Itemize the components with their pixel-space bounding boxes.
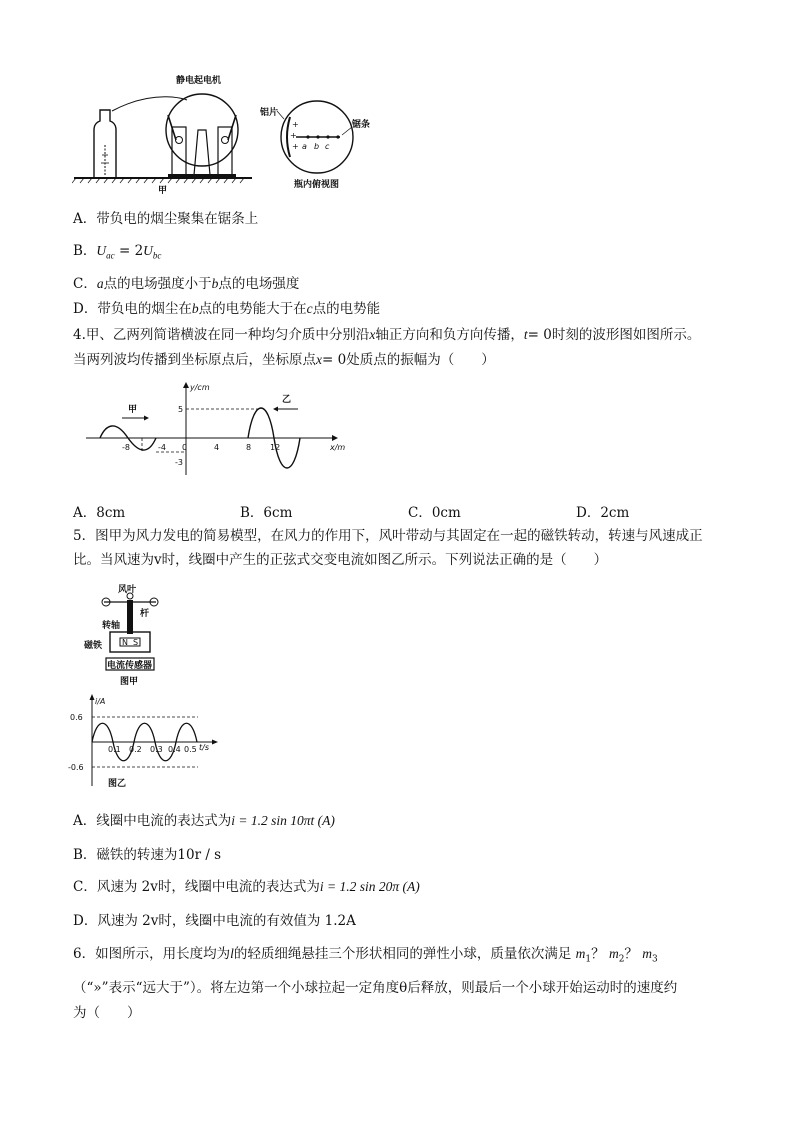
wave-jia — [100, 412, 156, 460]
figure-q5-jia — [82, 582, 172, 692]
q4-tick-x-8: 8 — [246, 443, 252, 452]
q5-caption-jia: 图甲 — [120, 677, 139, 687]
figure-q3-electrostatic — [72, 75, 392, 195]
label-point-c: c — [325, 142, 330, 151]
svg-text:+: + — [292, 120, 299, 129]
q5-tick-x-03: 0.3 — [150, 745, 163, 754]
q5-label-rod: 杆 — [140, 609, 150, 619]
q4-tick-x-0: 0 — [182, 443, 188, 452]
q4-label-yi: 乙 — [282, 395, 292, 405]
q5-tick-x-04: 0.4 — [168, 745, 181, 754]
q4-option-c: C．0cm — [408, 505, 461, 521]
q4-label-jia: 甲 — [128, 405, 138, 415]
label-point-a: a — [302, 142, 307, 151]
q5-option-a: A．线圈中电流的表达式为i = 1.2 sin 10πt (A) — [73, 813, 335, 829]
label-generator: 静电起电机 — [176, 76, 222, 86]
figure-q5-yi — [68, 694, 228, 790]
q5-label-sensor: 电流传感器 — [107, 661, 153, 671]
q3-option-c: C．a点的电场强度小于b点的电场强度 — [73, 276, 300, 292]
svg-text:+: + — [290, 131, 297, 140]
q4-option-a: A．8cm — [73, 505, 126, 521]
figure-q4-waves — [86, 380, 348, 480]
svg-text:+: + — [292, 142, 299, 151]
q5-y-axis-label: i/A — [95, 697, 106, 706]
q4-tick-y-pos: 5 — [178, 405, 184, 414]
q5-option-b: B．磁铁的转速为10r / s — [73, 847, 222, 863]
q5-caption-yi: 图乙 — [108, 779, 127, 789]
q5-option-d: D．风速为 2v时，线圈中电流的有效值为 1.2A — [73, 913, 356, 929]
q5-label-magnet: 磁铁 — [84, 641, 103, 651]
q4-stem-line2: 当两列波均传播到坐标原点后，坐标原点x= 0处质点的振幅为（ ） — [73, 352, 495, 368]
q4-tick-x-neg8: -8 — [122, 443, 130, 452]
q4-stem-line1: 4.甲、乙两列简谐横波在同一种均匀介质中分别沿x轴正方向和负方向传播，t= 0时刻的波形图如图所示。 — [73, 327, 701, 343]
q5-x-axis-label: t/s — [199, 743, 209, 752]
q6-stem-line1: 6．如图所示，用长度均为l的轻质细绳悬挂三个形状相同的弹性小球，质量依次满足 $m_1$？ $m_2$？ $m_3$ — [73, 946, 658, 965]
q6-stem-line2: （“»”表示“远大于”）。将左边第一个小球拉起一定角度θ后释放，则最后一个小球开始运动时的速度约 — [73, 980, 678, 996]
q4-tick-x-4: 4 — [214, 443, 220, 452]
label-point-b: b — [314, 142, 320, 151]
q4-x-axis-label: x/m — [330, 443, 346, 452]
q5-label-blade: 风叶 — [118, 585, 137, 595]
q5-tick-x-01: 0.1 — [108, 745, 121, 754]
q4-option-d: D．2cm — [576, 505, 630, 521]
label-saw: 锯条 — [352, 120, 371, 130]
q3-option-d: D．带负电的烟尘在b点的电势能大于在c点的电势能 — [73, 301, 381, 317]
label-foil: 铝片 — [260, 108, 279, 118]
q5-stem-line1: 5．图甲为风力发电的简易模型，在风力的作用下，风叶带动与其固定在一起的磁铁转动，转速与风速成正 — [73, 528, 703, 544]
q5-tick-y-pos: 0.6 — [70, 713, 83, 722]
q5-tick-x-02: 0.2 — [129, 745, 142, 754]
q5-label-axis: 转轴 — [102, 621, 121, 631]
q4-tick-x-12: 12 — [270, 443, 281, 452]
q5-label-n: N — [122, 638, 128, 647]
q5-stem-line2: 比。当风速为v时，线圈中产生的正弦式交变电流如图乙所示。下列说法正确的是（ ） — [73, 552, 608, 568]
q5-label-s: S — [133, 638, 139, 647]
q5-tick-y-neg: -0.6 — [68, 763, 84, 772]
q4-y-axis-label: y/cm — [190, 383, 210, 392]
label-top-view: 瓶内俯视图 — [294, 180, 340, 190]
q3-option-a: A．带负电的烟尘聚集在锯条上 — [73, 211, 259, 227]
q4-tick-y-neg: -3 — [175, 458, 183, 467]
q4-tick-x-neg4: -4 — [158, 443, 166, 452]
q5-tick-x-05: 0.5 — [184, 745, 197, 754]
q4-option-b: B．6cm — [240, 505, 293, 521]
label-jia: 甲 — [158, 186, 168, 195]
q5-option-c: C．风速为 2v时，线圈中电流的表达式为i = 1.2 sin 20π (A) — [73, 879, 420, 895]
q6-stem-line3: 为（ ） — [73, 1005, 141, 1021]
q3-option-b: B．$U_{ac} = 2U_{bc}$ — [73, 243, 162, 261]
